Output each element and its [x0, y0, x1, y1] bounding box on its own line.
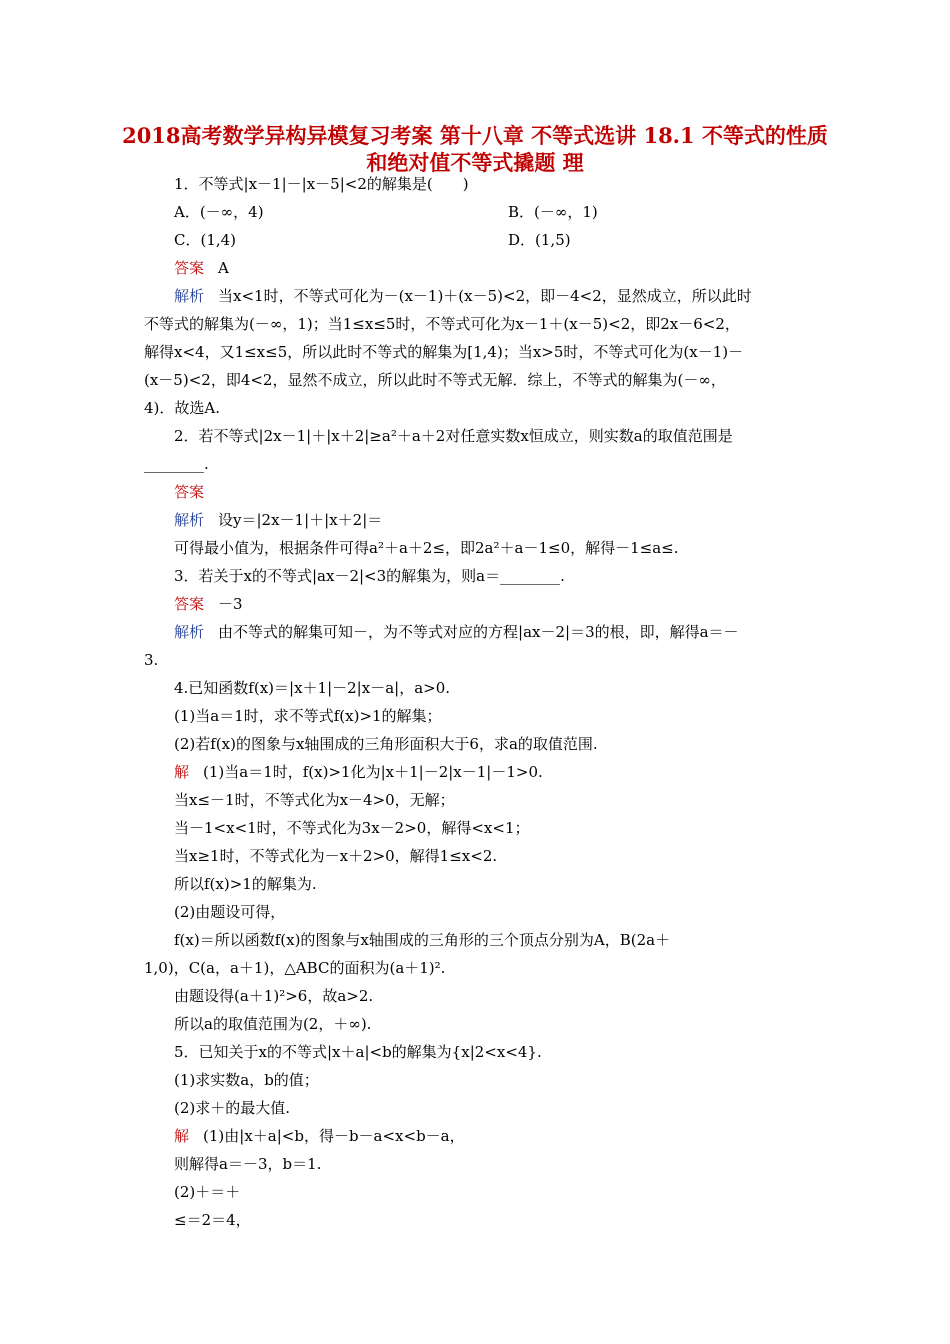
q4-stem: 4.已知函数f(x)＝|x＋1|－2|x－a|，a>0.	[174, 679, 451, 697]
q1-option-b: B．(－∞，1)	[508, 203, 598, 221]
q4-solution-line-10: 所以a的取值范围为(2，＋∞).	[174, 1015, 372, 1033]
q1-analysis-line-2: 不等式的解集为(－∞，1)；当1≤x≤5时，不等式可化为x－1＋(x－5)<2，即2x－6<2，	[144, 315, 740, 333]
q3-stem: 3．若关于x的不等式|ax－2|<3的解集为，则a＝________.	[174, 567, 565, 585]
q1-analysis-line-1: 解析 当x<1时，不等式可化为－(x－1)＋(x－5)<2，即－4<2，显然成立，所以此时	[174, 287, 752, 305]
q2-analysis-line-2: 可得最小值为，根据条件可得a²＋a＋2≤，即2a²＋a－1≤0，解得－1≤a≤.	[174, 539, 679, 557]
q2-stem-line-2: ________.	[144, 455, 209, 473]
q4-solution-line-4: 当x≥1时，不等式化为－x＋2>0，解得1≤x<2.	[174, 847, 498, 865]
q5-solution-line-3: (2)＋＝＋	[174, 1183, 241, 1201]
q4-solution-line-7: f(x)＝所以函数f(x)的图象与x轴围成的三角形的三个顶点分别为A，B(2a＋	[174, 931, 671, 949]
q4-solution-line-2: 当x≤－1时，不等式化为x－4>0，无解；	[174, 791, 455, 809]
q1-analysis-line-3: 解得x<4，又1≤x≤5，所以此时不等式的解集为[1,4)；当x>5时，不等式可化为(x－1)－	[144, 343, 744, 361]
q4-solution-line-5: 所以f(x)>1的解集为.	[174, 875, 317, 893]
q5-stem: 5．已知关于x的不等式|x＋a|<b的解集为{x|2<x<4}.	[174, 1043, 542, 1061]
q5-solution-line-2: 则解得a＝－3，b＝1.	[174, 1155, 322, 1173]
q1-answer	[174, 258, 229, 278]
q1-analysis-line-5: 4)．故选A.	[144, 399, 220, 417]
q4-part-1: (1)当a＝1时，求不等式f(x)>1的解集；	[174, 707, 442, 725]
q1-option-d: D．(1,5)	[508, 231, 571, 249]
q5-solution-line-4: ≤＝2＝4，	[174, 1211, 251, 1229]
q2-answer: 答案	[174, 483, 205, 501]
q2-analysis-line-1: 解析 设y＝|2x－1|＋|x＋2|＝	[174, 511, 383, 529]
q1-option-c: C．(1,4)	[174, 231, 237, 249]
q3-analysis-line-1: 解析 由不等式的解集可知－，为不等式对应的方程|ax－2|＝3的根，即，解得a＝－	[174, 623, 739, 641]
q4-solution-line-6: (2)由题设可得，	[174, 903, 286, 921]
q5-part-1: (1)求实数a，b的值；	[174, 1071, 319, 1089]
q1-analysis-line-4: (x－5)<2，即4<2，显然不成立，所以此时不等式无解．综上，不等式的解集为(－∞，	[144, 371, 726, 389]
q1-stem: 1．不等式|x－1|－|x－5|<2的解集是( )	[174, 175, 469, 193]
q1-option-a: A．(－∞，4)	[174, 203, 264, 221]
q3-analysis-line-2: 3.	[144, 651, 159, 669]
q4-solution-line-8: 1,0)，C(a，a＋1)，△ABC的面积为(a＋1)².	[144, 959, 446, 977]
q4-part-2: (2)若f(x)的图象与x轴围成的三角形面积大于6，求a的取值范围.	[174, 735, 598, 753]
q2-stem-line-1: 2．若不等式|2x－1|＋|x＋2|≥a²＋a＋2对任意实数x恒成立，则实数a的取值范围是	[174, 427, 733, 445]
q5-part-2: (2)求＋的最大值.	[174, 1099, 291, 1117]
document-title: 2018高考数学异构异模复习考案 第十八章 不等式选讲 18.1 不等式的性质和绝对值不等式撬题 理	[122, 123, 828, 175]
q3-answer: 答案 －3	[174, 595, 243, 613]
q4-solution-line-3: 当－1<x<1时，不等式化为3x－2>0，解得<x<1；	[174, 819, 530, 837]
q4-solution-line-9: 由题设得(a＋1)²>6，故a>2.	[174, 987, 374, 1005]
q1-answer-value: A	[218, 259, 229, 277]
q4-solution-line-1: 解 (1)当a＝1时，f(x)>1化为|x＋1|－2|x－1|－1>0.	[174, 763, 543, 781]
solution-label: 解	[174, 763, 190, 781]
answer-label: 答案	[174, 259, 205, 277]
analysis-label: 解析	[174, 287, 205, 305]
q5-solution-line-1: 解 (1)由|x＋a|<b，得－b－a<x<b－a，	[174, 1127, 465, 1145]
